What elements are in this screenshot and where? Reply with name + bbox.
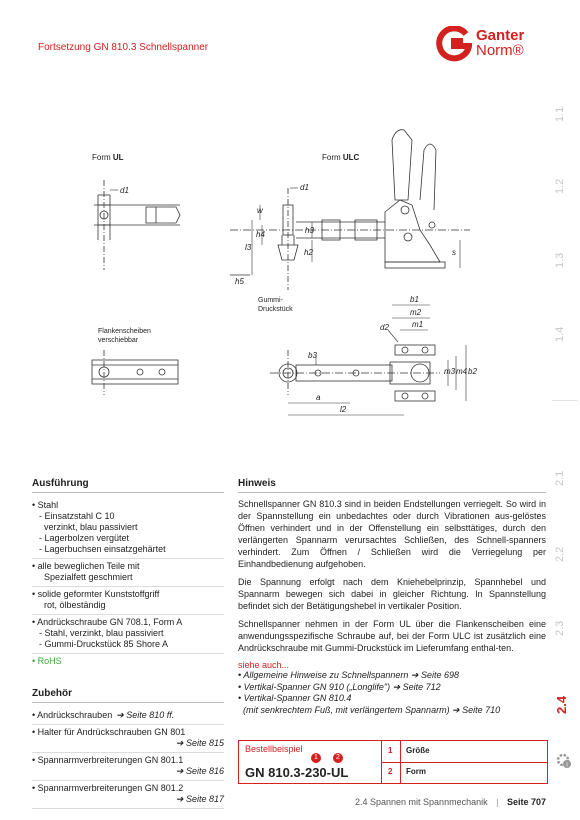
dim-h5: h5: [235, 277, 244, 286]
ausfuehrung-item-main: • alle beweglichen Teile mit: [32, 561, 140, 571]
ausfuehrung-item: [32, 498, 224, 559]
dim-b3: b3: [308, 351, 317, 360]
hinweis-section: [238, 478, 546, 716]
dim-l3: l3: [245, 243, 252, 252]
ausfuehrung-item-sub: - Einsatzstahl C 10: [39, 511, 115, 521]
ausfuehrung-item-main: • solide geformter Kunststoffgriff: [32, 589, 160, 599]
page-header-title: Fortsetzung GN 810.3 Schnellspanner: [38, 42, 209, 53]
dim-s: s: [452, 248, 456, 257]
dim-m4: m4: [456, 367, 468, 376]
ausfuehrung-item-sub: Spezialfett geschmiert: [39, 572, 133, 582]
dim-h3: h3: [305, 226, 314, 235]
ausfuehrung-heading: Ausführung: [32, 478, 89, 489]
ausfuehrung-list: [32, 498, 224, 654]
side-tab-2-1[interactable]: 2.1: [554, 470, 566, 486]
svg-text:i: i: [566, 762, 568, 769]
hinweis-paragraph-1: Schnellspanner GN 810.3 sind in beiden Endstellungen verriegelt. So wird in der Spannstellung ein unbedachtes oder durch Vibrationen aus-gelöstes Öffnen verhindert und in der Offenstellung ein selbsttätiges, durch den verlängerten Spannarm verursachtes Schließen, des Schnell-spanners verhindert. Zum Öffnen / Schließen wird die Verriegelung per Einhandbedienung aufgehoben.: [238, 499, 546, 569]
dim-d1-ulc: d1: [300, 183, 309, 192]
hinweis-heading: Hinweis: [238, 478, 276, 489]
ausfuehrung-item: [32, 559, 224, 587]
side-tab-1-3[interactable]: 1.3: [554, 252, 566, 268]
dim-m1: m1: [412, 320, 424, 329]
see-also-heading: siehe auch...: [238, 660, 290, 670]
dim-l2: l2: [340, 405, 347, 414]
order-marker-2: 2: [333, 753, 343, 763]
zubehoer-item-text: • Halter für Andrückschrauben GN 801: [32, 727, 186, 737]
page-footer: [300, 797, 546, 807]
side-tab-1-1[interactable]: 1.1: [554, 106, 566, 122]
form-ulc-top-view: [270, 345, 440, 401]
zubehoer-list: [32, 708, 224, 809]
order-example-box: [238, 740, 548, 784]
side-tab-2-4[interactable]: 2.4: [554, 695, 569, 714]
ausfuehrung-item-sub: - Stahl, verzinkt, blau passiviert: [39, 628, 164, 638]
ausfuehrung-item-sub: rot, ölbeständig: [39, 600, 106, 610]
form-ulc-label: Form ULC: [322, 153, 360, 162]
zubehoer-item[interactable]: [32, 781, 224, 809]
zubehoer-item-text: • Spannarmverbreiterungen GN 801.1: [32, 755, 184, 765]
ausfuehrung-item: [32, 615, 224, 654]
form-ul-top-view: [92, 350, 178, 395]
rubber-pad-label: Gummi- Druckstück: [258, 297, 293, 313]
dim-h2: h2: [304, 248, 313, 257]
order-marker-1: 1: [311, 753, 321, 763]
dim-m3: m3: [444, 367, 456, 376]
ausfuehrung-item-sub: verzinkt, blau passiviert: [39, 522, 138, 532]
order-code: GN 810.3-230-UL: [245, 765, 349, 780]
logo-text-norm: Norm®: [476, 42, 524, 59]
zubehoer-item[interactable]: [32, 725, 224, 753]
zubehoer-page-ref[interactable]: ➔ Seite 810 ff.: [116, 710, 175, 720]
ausfuehrung-item: [32, 587, 224, 615]
zubehoer-item-text: • Andrückschrauben: [32, 710, 113, 720]
zubehoer-page-ref[interactable]: ➔ Seite 817: [175, 794, 224, 804]
ausfuehrung-item-main: • Stahl: [32, 500, 59, 510]
dim-a: a: [316, 393, 321, 402]
order-row-1: 1 Größe: [382, 741, 547, 763]
form-ulc-side-view: [230, 130, 470, 290]
footer-section: 2.4 Spannen mit Spannmechanik: [355, 797, 488, 807]
zubehoer-item[interactable]: [32, 708, 224, 725]
gear-info-icon[interactable]: [555, 752, 573, 770]
footer-page-number: Seite 707: [506, 797, 546, 807]
side-tab-divider: [552, 400, 578, 401]
logo-text-ganter: Ganter: [476, 27, 525, 44]
hinweis-paragraph-2: Die Spannung erfolgt nach dem Kniehebelprinzip, Spannhebel und Spannarm bewegen sich dabei in gleicher Richtung. In Spannstellung befindet sich der Betätigungshebel in vertikaler Position.: [238, 577, 546, 611]
dim-w: w: [257, 206, 263, 215]
zubehoer-item-text: • Spannarmverbreiterungen GN 801.2: [32, 783, 184, 793]
flank-washer-label: Flankenscheiben verschiebbar: [98, 328, 151, 344]
side-tab-1-2[interactable]: 1.2: [554, 178, 566, 194]
hinweis-paragraph-3: Schnellspanner nehmen in der Form UL über die Flankenscheiben eine anwendungsspezifische Schraube auf, bei der Form ULC ist zusätzlich eine Andrückschraube mit Gummi-Druckstück im Lieferumfang enthal-ten.: [238, 619, 546, 653]
dim-h4: h4: [256, 230, 265, 239]
see-also-link-2[interactable]: • Vertikal-Spanner GN 910 („Longlife") ➔ Seite 712: [238, 681, 441, 692]
ausfuehrung-section: [32, 478, 224, 809]
order-example-label: Bestellbeispiel: [245, 744, 303, 754]
dim-d2: d2: [380, 323, 389, 332]
ausfuehrung-item-sub: - Gummi-Druckstück 85 Shore A: [39, 639, 169, 649]
form-ul-label: Form UL: [92, 153, 124, 162]
side-tab-2-3[interactable]: 2.3: [554, 620, 566, 636]
see-also-link-3-detail[interactable]: (mit senkrechtem Fuß, mit verlängertem Spannarm) ➔ Seite 710: [238, 704, 501, 715]
side-tab-1-4[interactable]: 1.4: [554, 326, 566, 342]
side-tab-2-2[interactable]: 2.2: [554, 546, 566, 562]
rohs-item: • RoHS: [32, 656, 62, 666]
form-ul-side-view: [94, 180, 180, 270]
dim-b2: b2: [468, 367, 477, 376]
see-also-link-3[interactable]: • Vertikal-Spanner GN 810.4: [238, 693, 352, 703]
ausfuehrung-item-main: • Andrückschraube GN 708.1, Form A: [32, 617, 183, 627]
ausfuehrung-item-sub: - Lagerbuchsen einsatzgehärtet: [39, 544, 166, 554]
order-row-2: 2 Form: [382, 762, 547, 783]
zubehoer-item[interactable]: [32, 753, 224, 781]
zubehoer-page-ref[interactable]: ➔ Seite 815: [175, 738, 224, 748]
dim-b1: b1: [410, 295, 419, 304]
dim-m2: m2: [410, 308, 422, 317]
footer-separator: |: [496, 797, 499, 807]
zubehoer-heading: Zubehör: [32, 688, 72, 699]
see-also-link-1[interactable]: • Allgemeine Hinweise zu Schnellspannern ➔ Seite 698: [238, 670, 459, 680]
dim-d1-ul: d1: [120, 186, 129, 195]
zubehoer-page-ref[interactable]: ➔ Seite 816: [175, 766, 224, 776]
ausfuehrung-item-sub: - Lagerbolzen vergütet: [39, 533, 130, 543]
